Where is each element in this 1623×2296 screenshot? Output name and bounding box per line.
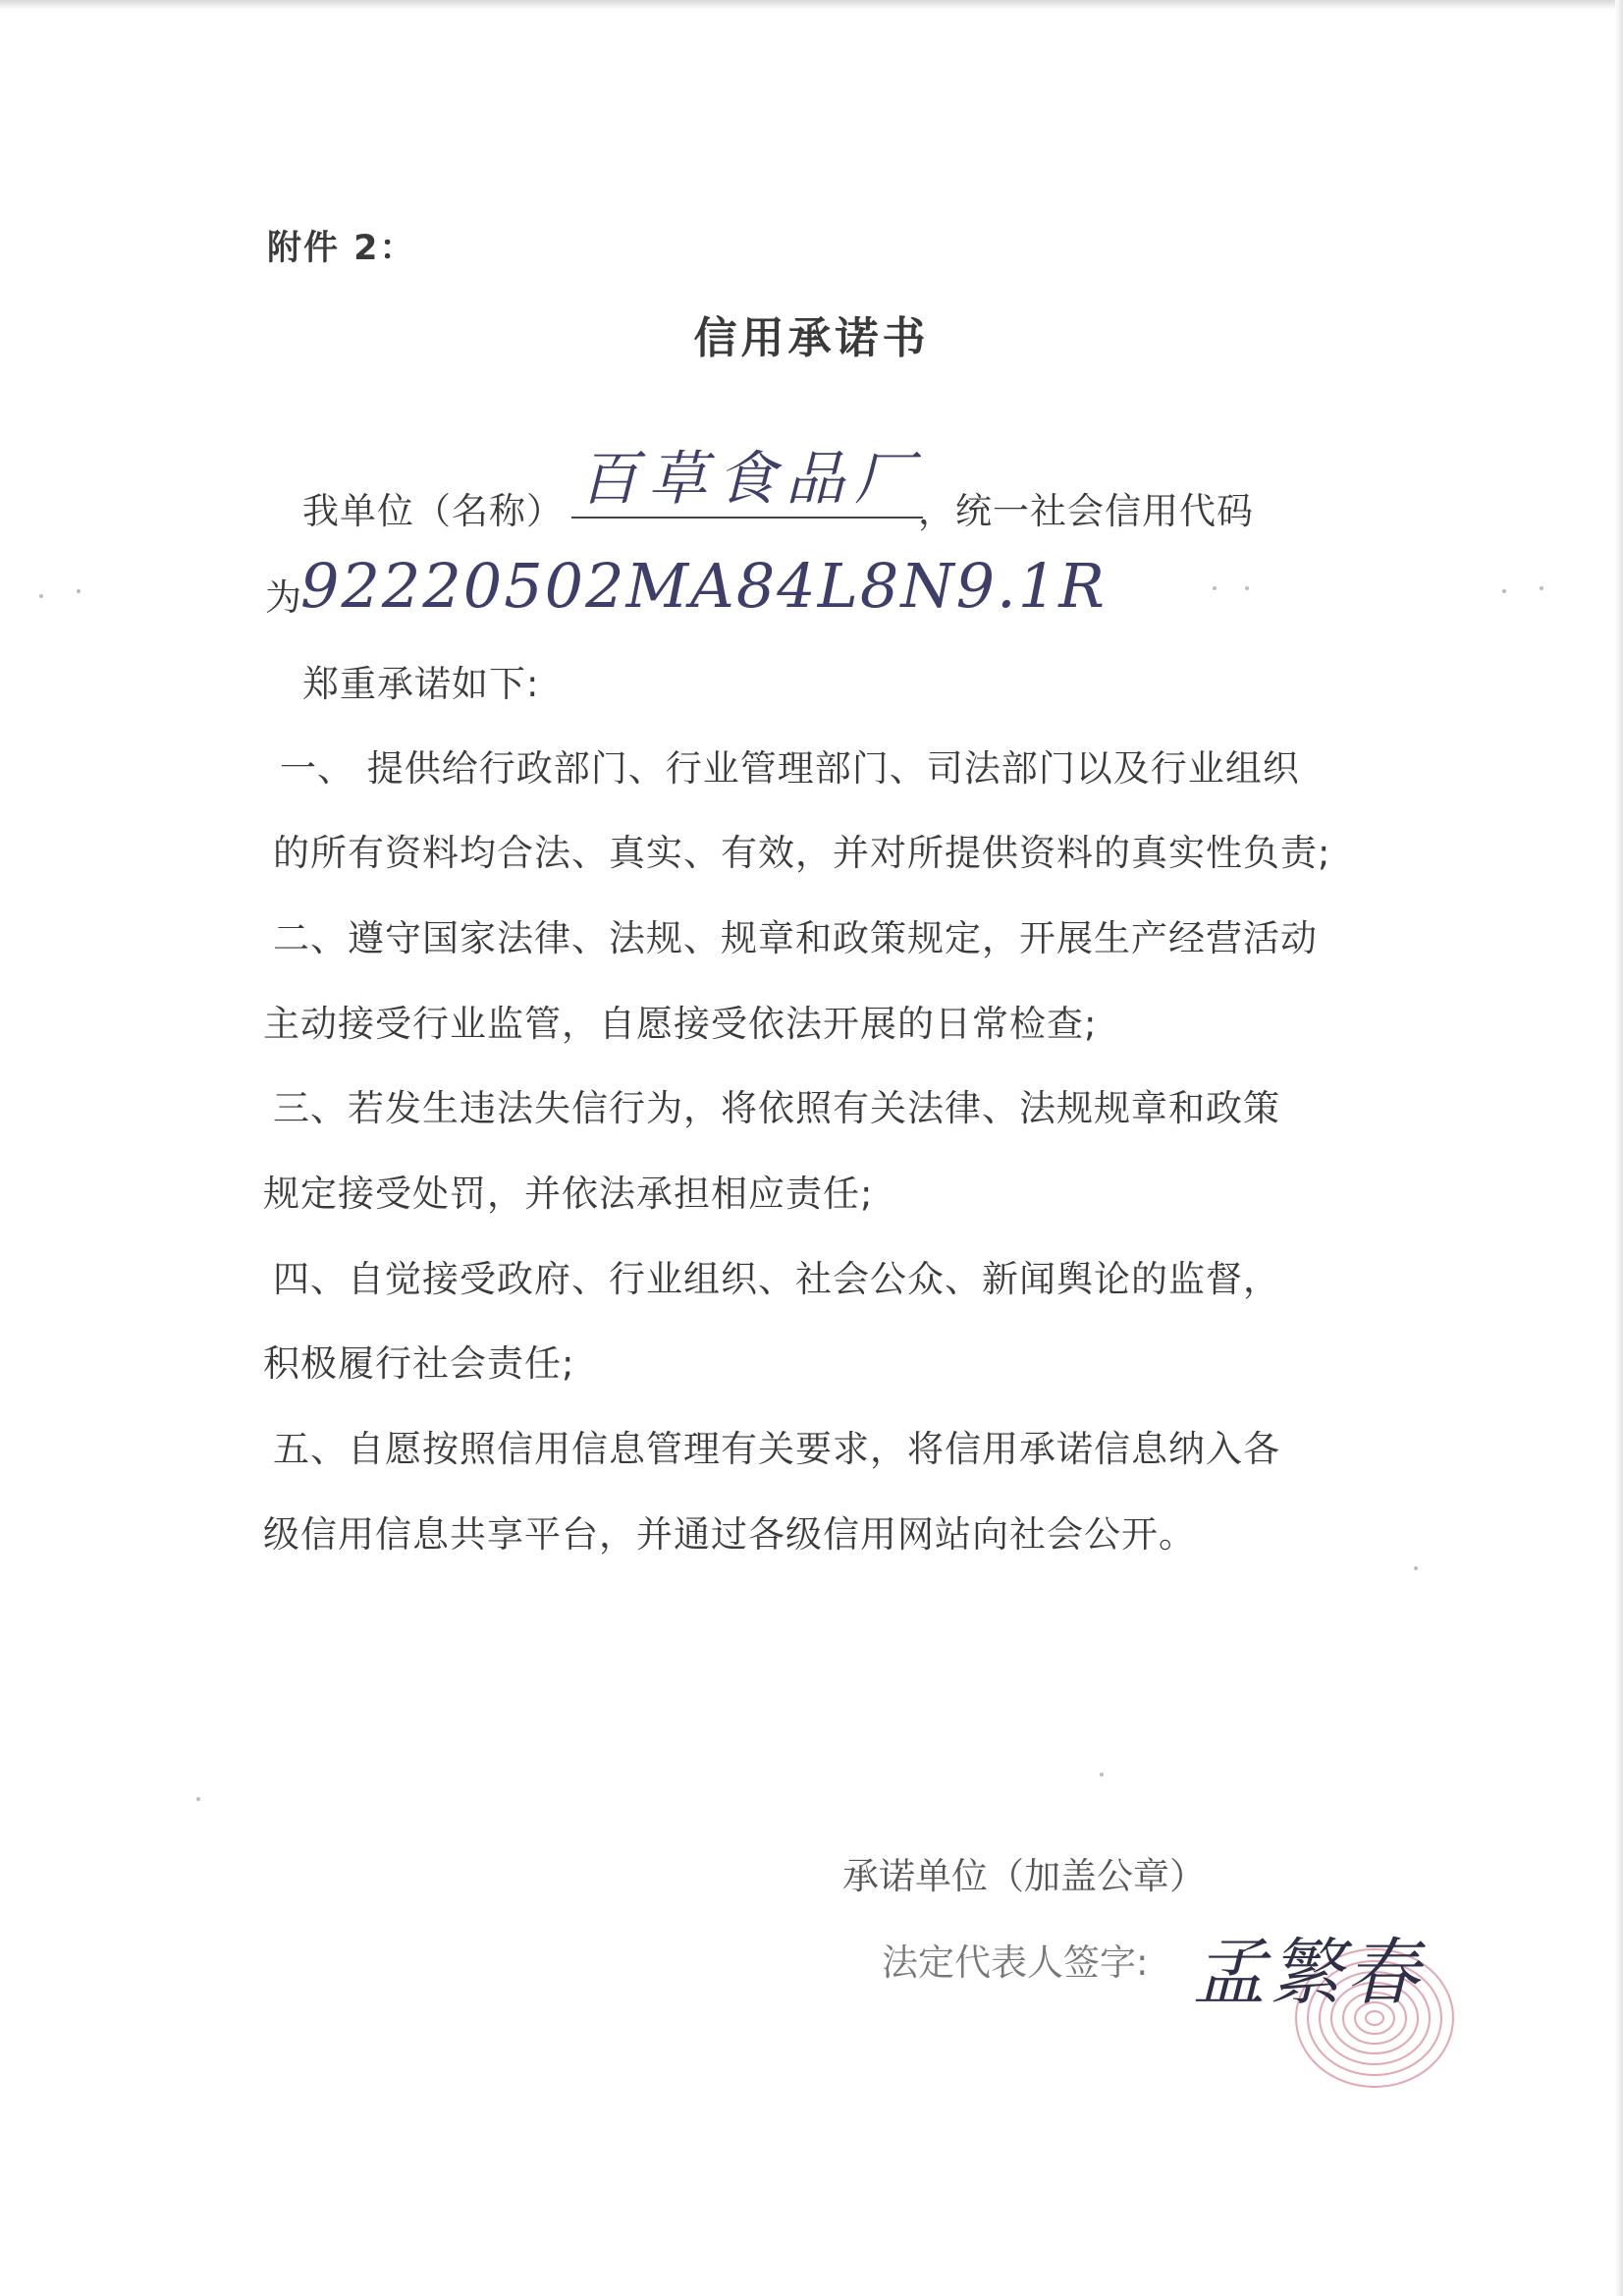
clause-5-line-2: 级信用信息共享平台，并通过各级信用网站向社会公开。: [263, 1513, 1196, 1556]
intro-suffix: ，统一社会信用代码: [918, 490, 1254, 532]
clause-2-line-2: 主动接受行业监管，自愿接受依法开展的日常检查;: [263, 1003, 1098, 1045]
clause-3-line-1: 三、若发生违法失信行为，将依照有关法律、法规规章和政策: [273, 1087, 1280, 1129]
clause-1-line-1: 一、 提供给行政部门、行业管理部门、司法部门以及行业组织: [280, 747, 1300, 790]
pledge-lead: 郑重承诺如下:: [302, 663, 540, 705]
code-prefix: 为: [265, 576, 302, 619]
legal-rep-label: 法定代表人签字:: [882, 1941, 1149, 1984]
credit-code-handwriting: 92220502MA84L8N9.1R: [300, 550, 1107, 622]
clause-4-line-2: 积极履行社会责任;: [263, 1342, 575, 1385]
scan-edge-top: [0, 0, 1623, 10]
commitment-unit-label: 承诺单位（加盖公章）: [842, 1855, 1206, 1897]
clause-4-line-1: 四、自觉接受政府、行业组织、社会公众、新闻舆论的监督，: [273, 1258, 1280, 1300]
clause-2-line-1: 二、遵守国家法律、法规、规章和政策规定，开展生产经营活动: [273, 917, 1318, 959]
clause-3-line-2: 规定接受处罚，并依法承担相应责任;: [263, 1173, 874, 1215]
intro-prefix: 我单位（名称）: [302, 490, 564, 532]
clause-1-line-2: 的所有资料均合法、真实、有效，并对所提供资料的真实性负责;: [273, 832, 1331, 874]
page-title: 信用承诺书: [693, 313, 930, 363]
attachment-label: 附件 2：: [267, 229, 416, 268]
clause-5-line-1: 五、自愿按照信用信息管理有关要求，将信用承诺信息纳入各: [273, 1428, 1280, 1470]
company-name-handwriting: 百草食品厂: [579, 445, 923, 514]
legal-rep-signature: 孟繁春: [1193, 1931, 1423, 2015]
